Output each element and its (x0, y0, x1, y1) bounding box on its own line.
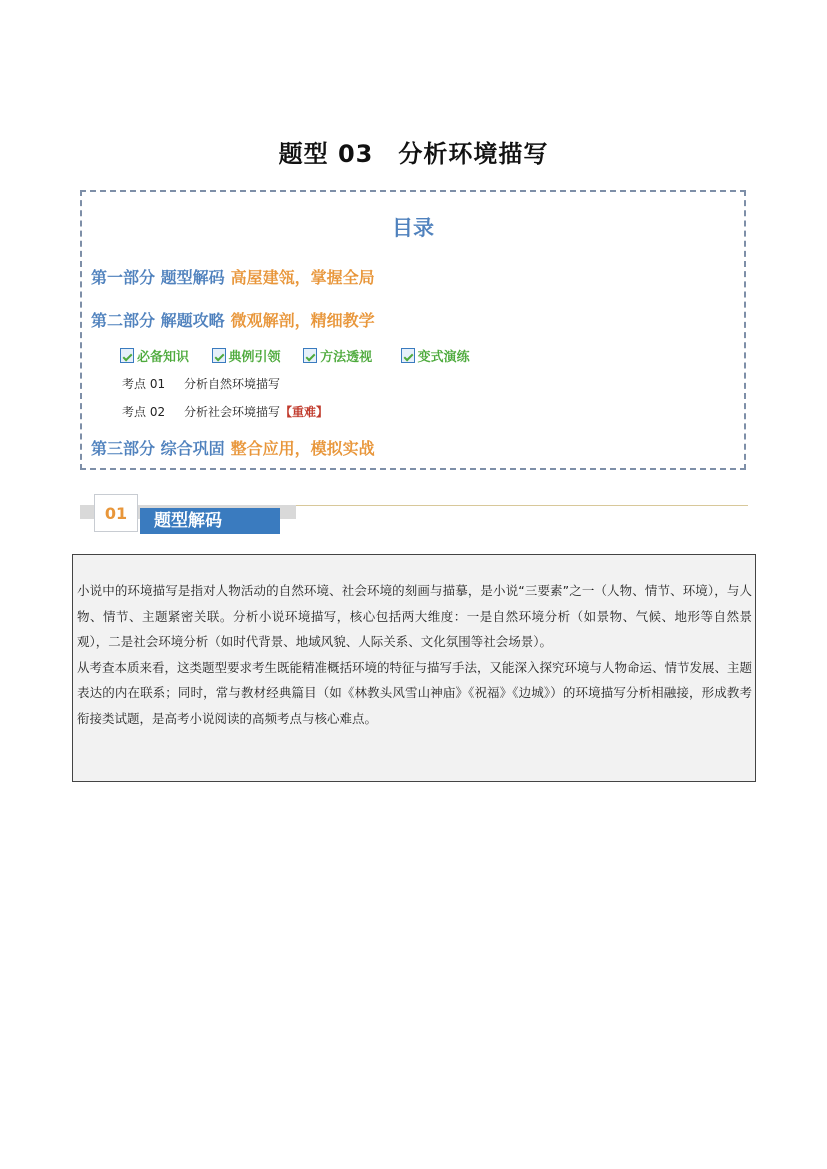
toc-link-knowledge[interactable]: 必备知识 (120, 346, 189, 365)
toc-sublinks (120, 346, 488, 365)
toc-part-slogan: 微观解剖，精细教学 (230, 311, 375, 330)
toc-part-name: 第一部分 题型解码 (91, 268, 225, 287)
summary-paragraph: 小说中的环境描写是指对人物活动的自然环境、社会环境的刻画与描摹，是小说“三要素”之一（人物、情节、环境），与人物、情节、主题紧密关联。分析小说环境描写，核心包括两大维度：一是自然环境分析（如景物、气候、地形等自然景观），二是社会环境分析（如时代背景、地域风貌、人际关系、文化氛围等社会场景）。 (77, 583, 752, 649)
checklist-icon (303, 348, 317, 363)
checklist-icon (120, 348, 134, 363)
kaodian-number: 考点 01 (122, 377, 166, 391)
toc-link-practice[interactable]: 变式演练 (401, 346, 470, 365)
toc-part-slogan: 整合应用，模拟实战 (230, 439, 375, 458)
table-of-contents (80, 190, 746, 470)
kaodian-number: 考点 02 (122, 405, 166, 419)
section-number: 01 (94, 494, 138, 532)
kaodian-label: 分析自然环境描写 (184, 377, 281, 391)
summary-box (72, 554, 756, 782)
toc-link-methods[interactable]: 方法透视 (303, 346, 372, 365)
toc-part-2[interactable] (91, 308, 375, 331)
toc-heading: 目录 (392, 216, 434, 240)
toc-part-slogan: 高屋建瓴，掌握全局 (230, 268, 375, 287)
summary-paragraph: 从考查本质来看，这类题型要求考生既能精准概括环境的特征与描写手法，又能深入探究环境与人物命运、情节发展、主题表达的内在联系；同时，常与教材经典篇目（如《林教头风雪山神庙》《祝福》《边城》）的环境描写分析相融接，形成教考衔接类试题，是高考小说阅读的高频考点与核心难点。 (77, 659, 753, 726)
toc-part-1[interactable] (91, 265, 375, 288)
difficulty-tag: 【重难】 (280, 405, 329, 419)
toc-part-name: 第三部分 综合巩固 (91, 439, 225, 458)
toc-kaodian-1[interactable] (122, 375, 280, 392)
toc-part-name: 第二部分 解题攻略 (91, 311, 225, 330)
checklist-icon (212, 348, 226, 363)
checklist-icon (401, 348, 415, 363)
section-title: 题型解码 (140, 508, 280, 534)
toc-kaodian-2[interactable] (122, 403, 328, 420)
page-title: 题型 03 分析环境描写 (278, 140, 549, 168)
toc-part-3[interactable] (91, 436, 375, 459)
toc-link-examples[interactable]: 典例引领 (212, 346, 281, 365)
kaodian-label: 分析社会环境描写 (184, 405, 281, 419)
